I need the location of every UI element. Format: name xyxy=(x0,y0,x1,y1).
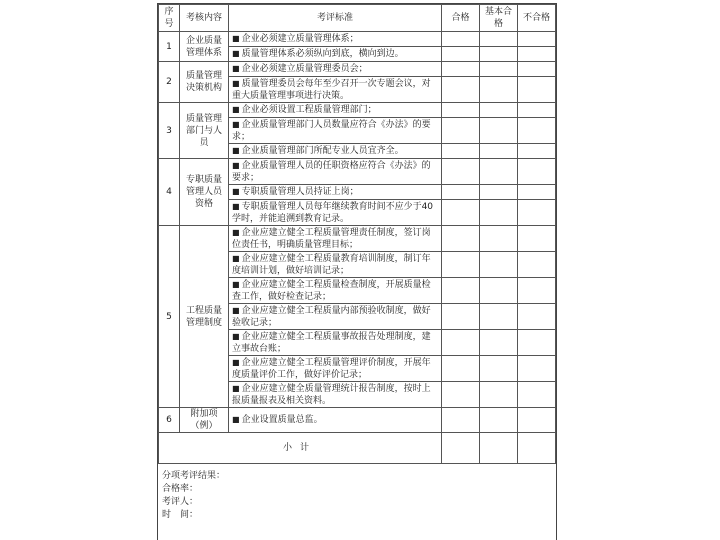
basic-pass-cell[interactable] xyxy=(480,32,518,47)
criteria-cell xyxy=(229,32,442,47)
basic-pass-cell[interactable] xyxy=(480,62,518,77)
fail-cell[interactable] xyxy=(518,200,556,226)
criteria-cell xyxy=(229,356,442,382)
fail-cell[interactable] xyxy=(518,330,556,356)
header-item: 考核内容 xyxy=(180,5,229,32)
fail-cell[interactable] xyxy=(518,252,556,278)
basic-pass-cell[interactable] xyxy=(480,144,518,159)
basic-pass-cell[interactable] xyxy=(480,118,518,144)
fail-cell[interactable] xyxy=(518,226,556,252)
fail-cell[interactable] xyxy=(518,144,556,159)
section-index: 1 xyxy=(159,32,180,62)
pass-cell[interactable] xyxy=(442,159,480,185)
criteria-text: 企业应建立健全工程质量内部预验收制度，做好验收记录； xyxy=(232,305,431,328)
section-item: 质量管理部门与人员 xyxy=(180,103,229,159)
pass-cell[interactable] xyxy=(442,103,480,118)
square-bullet-icon: ■ xyxy=(232,49,240,58)
criteria-cell xyxy=(229,382,442,408)
pass-cell[interactable] xyxy=(442,118,480,144)
table-row xyxy=(159,159,556,185)
basic-pass-cell[interactable] xyxy=(480,103,518,118)
criteria-text: 企业设置质量总监。 xyxy=(241,415,323,425)
basic-pass-cell[interactable] xyxy=(480,252,518,278)
pass-cell[interactable] xyxy=(442,200,480,226)
fail-cell[interactable] xyxy=(518,382,556,408)
pass-cell[interactable] xyxy=(442,185,480,200)
criteria-text: 质量管理体系必须纵向到底，横向到边。 xyxy=(241,49,404,59)
square-bullet-icon: ■ xyxy=(232,34,240,43)
criteria-text: 企业应建立健全质量管理统计报告制度，按时上报质量报表及相关资料。 xyxy=(232,383,431,406)
criteria-cell xyxy=(229,226,442,252)
fail-cell[interactable] xyxy=(518,278,556,304)
criteria-cell xyxy=(229,252,442,278)
subtotal-basic-pass-cell xyxy=(480,433,518,464)
pass-cell[interactable] xyxy=(442,252,480,278)
basic-pass-cell[interactable] xyxy=(480,226,518,252)
basic-pass-cell[interactable] xyxy=(480,330,518,356)
pass-cell[interactable] xyxy=(442,356,480,382)
criteria-text: 企业质量管理人员的任职资格应符合《办法》的要求； xyxy=(232,160,431,183)
pass-cell[interactable] xyxy=(442,278,480,304)
fail-cell[interactable] xyxy=(518,47,556,62)
fail-cell[interactable] xyxy=(518,118,556,144)
square-bullet-icon: ■ xyxy=(232,64,240,73)
fail-cell[interactable] xyxy=(518,356,556,382)
square-bullet-icon: ■ xyxy=(232,305,240,315)
evaluation-form xyxy=(157,3,557,540)
criteria-cell xyxy=(229,62,442,77)
fail-cell[interactable] xyxy=(518,62,556,77)
section-item: 工程质量管理制度 xyxy=(180,226,229,408)
square-bullet-icon: ■ xyxy=(232,331,240,341)
pass-cell[interactable] xyxy=(442,408,480,433)
criteria-text: 质量管理委员会每年至少召开一次专题会议，对重大质量管理事项进行决策。 xyxy=(232,78,431,101)
header-index: 序号 xyxy=(159,5,180,32)
square-bullet-icon: ■ xyxy=(232,187,240,196)
square-bullet-icon: ■ xyxy=(232,415,240,424)
section-item: 附加项（例） xyxy=(180,408,229,433)
header-fail: 不合格 xyxy=(518,5,556,32)
square-bullet-icon: ■ xyxy=(232,78,240,88)
criteria-cell xyxy=(229,304,442,330)
fail-cell[interactable] xyxy=(518,304,556,330)
subtotal-row xyxy=(159,433,556,464)
section-index: 4 xyxy=(159,159,180,226)
square-bullet-icon: ■ xyxy=(232,146,240,155)
table-body xyxy=(159,32,556,433)
square-bullet-icon: ■ xyxy=(232,160,240,170)
table-row xyxy=(159,103,556,118)
header-pass: 合格 xyxy=(442,5,480,32)
section-index: 2 xyxy=(159,62,180,103)
criteria-text: 企业质量管理部门所配专业人员宜齐全。 xyxy=(241,146,404,156)
section-index: 3 xyxy=(159,103,180,159)
criteria-cell xyxy=(229,330,442,356)
fail-cell[interactable] xyxy=(518,159,556,185)
square-bullet-icon: ■ xyxy=(232,105,240,114)
pass-cell[interactable] xyxy=(442,144,480,159)
criteria-cell xyxy=(229,200,442,226)
table-row xyxy=(159,226,556,252)
square-bullet-icon: ■ xyxy=(232,227,240,237)
subtotal-pass-cell xyxy=(442,433,480,464)
summary-result-label: 分项考评结果： xyxy=(162,471,226,481)
basic-pass-cell[interactable] xyxy=(480,159,518,185)
table-row xyxy=(159,408,556,433)
basic-pass-cell[interactable] xyxy=(480,200,518,226)
criteria-cell xyxy=(229,278,442,304)
criteria-text: 企业必须建立质量管理体系； xyxy=(241,34,359,44)
basic-pass-cell[interactable] xyxy=(480,408,518,433)
pass-cell[interactable] xyxy=(442,32,480,47)
criteria-cell xyxy=(229,185,442,200)
pass-cell[interactable] xyxy=(442,304,480,330)
basic-pass-cell[interactable] xyxy=(480,356,518,382)
table-row xyxy=(159,32,556,47)
section-item: 专职质量管理人员资格 xyxy=(180,159,229,226)
pass-cell[interactable] xyxy=(442,47,480,62)
criteria-text: 企业应建立健全工程质量管理责任制度，签订岗位责任书，明确质量管理目标； xyxy=(232,227,431,250)
square-bullet-icon: ■ xyxy=(232,253,240,263)
criteria-cell xyxy=(229,159,442,185)
criteria-text: 专职质量管理人员每年继续教育时间不应少于40学时，并能追溯到教育记录。 xyxy=(232,201,434,224)
fail-cell[interactable] xyxy=(518,77,556,103)
criteria-cell xyxy=(229,408,442,433)
criteria-cell xyxy=(229,77,442,103)
criteria-text: 企业应建立健全工程质量事故报告处理制度，建立事故台账； xyxy=(232,331,431,354)
section-index: 5 xyxy=(159,226,180,408)
square-bullet-icon: ■ xyxy=(232,201,240,211)
pass-cell[interactable] xyxy=(442,330,480,356)
square-bullet-icon: ■ xyxy=(232,279,240,289)
header-basic-pass: 基本合格 xyxy=(480,5,518,32)
basic-pass-cell[interactable] xyxy=(480,278,518,304)
basic-pass-cell[interactable] xyxy=(480,304,518,330)
evaluation-table xyxy=(158,4,556,464)
fail-cell[interactable] xyxy=(518,185,556,200)
square-bullet-icon: ■ xyxy=(232,383,240,393)
basic-pass-cell[interactable] xyxy=(480,77,518,103)
square-bullet-icon: ■ xyxy=(232,357,240,367)
pass-cell[interactable] xyxy=(442,62,480,77)
fail-cell[interactable] xyxy=(518,103,556,118)
criteria-cell xyxy=(229,103,442,118)
criteria-cell xyxy=(229,118,442,144)
basic-pass-cell[interactable] xyxy=(480,47,518,62)
summary-block xyxy=(158,464,556,522)
criteria-cell xyxy=(229,47,442,62)
section-index: 6 xyxy=(159,408,180,433)
fail-cell[interactable] xyxy=(518,32,556,47)
criteria-text: 企业必须建立质量管理委员会； xyxy=(241,64,368,74)
criteria-text: 企业应建立健全工程质量教育培训制度，制订年度培训计划，做好培训记录； xyxy=(232,253,431,276)
header-criteria: 考评标准 xyxy=(229,5,442,32)
criteria-text: 专职质量管理人员持证上岗； xyxy=(241,187,359,197)
criteria-text: 企业必须设置工程质量管理部门； xyxy=(241,105,377,115)
section-item: 企业质量管理体系 xyxy=(180,32,229,62)
basic-pass-cell[interactable] xyxy=(480,382,518,408)
subtotal-fail-cell xyxy=(518,433,556,464)
criteria-text: 企业质量管理部门人员数量应符合《办法》的要求； xyxy=(232,119,431,142)
table-row xyxy=(159,62,556,77)
subtotal-label: 小计 xyxy=(159,433,442,464)
pass-cell[interactable] xyxy=(442,77,480,103)
summary-pass-rate-label: 合格率： xyxy=(162,484,199,494)
basic-pass-cell[interactable] xyxy=(480,185,518,200)
fail-cell[interactable] xyxy=(518,408,556,433)
criteria-cell xyxy=(229,144,442,159)
square-bullet-icon: ■ xyxy=(232,119,240,129)
table-header-row xyxy=(159,5,556,32)
criteria-text: 企业应建立健全工程质量管理评价制度，开展年度质量评价工作，做好评价记录； xyxy=(232,357,431,380)
summary-time-label: 时 间： xyxy=(162,510,199,520)
pass-cell[interactable] xyxy=(442,226,480,252)
section-item: 质量管理决策机构 xyxy=(180,62,229,103)
criteria-text: 企业应建立健全工程质量检查制度，开展质量检查工作，做好检查记录； xyxy=(232,279,431,302)
summary-evaluator-label: 考评人： xyxy=(162,497,199,507)
pass-cell[interactable] xyxy=(442,382,480,408)
